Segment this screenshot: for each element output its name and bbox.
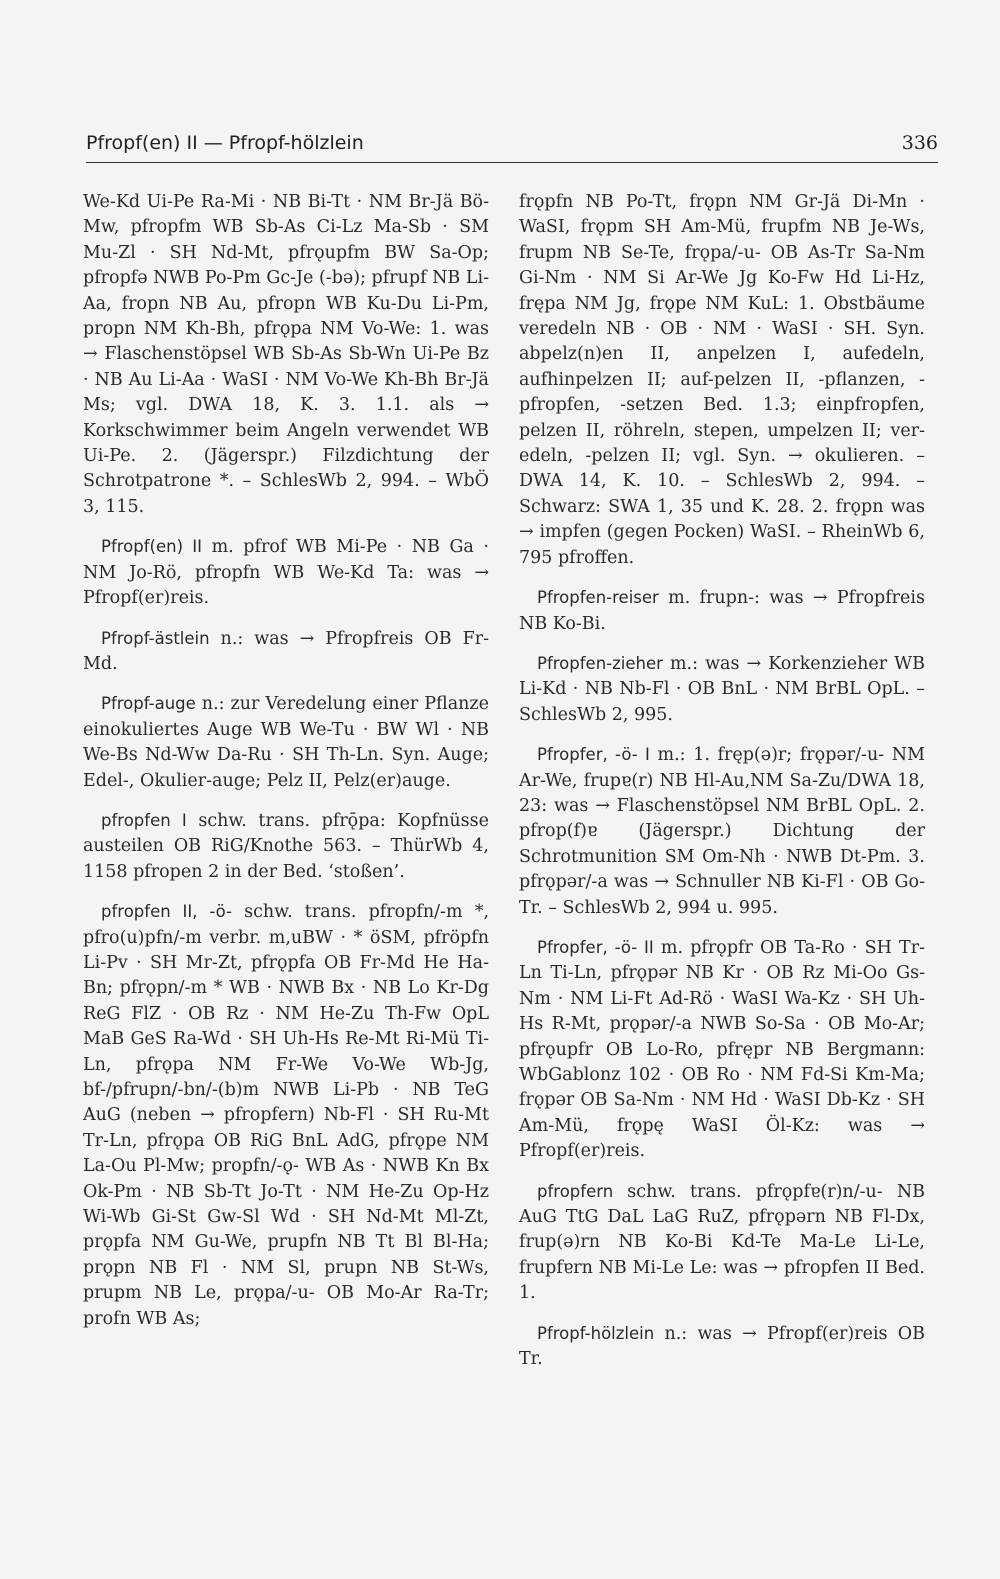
dictionary-entry: pfropfen II, -ö- schw. trans. pfropfn/-m *, pfro(u)pfn/-m verbr. m,uBW · * öSM, pfröpfn Li-Pv · SH Mr-Zt, pfrǫpfa OB Fr-Md He Ha-Bn; pfrǫpn/-m * WB · NWB Bx · NB Lo Kr-Dg ReG FlZ · OB Rz · NM He-Zu Th-Fw OpL MaB GeS Ra-Wd · SH Uh-Hs Re-Mt Ri-Mü Ti-Ln, pfrǫpa NM Fr-We Vo-We Wb-Jg, bf-/pfrupn/-bn/-(b)m NWB Li-Pb · NB TeG AuG (neben → pfropfern) Nb-Fl · SH Ru-Mt Tr-Ln, pfrǫpa OB RiG BnL AdG, pfrǫpe NM La-Ou Pl-Mw; propfn/-ǫ- WB As · NWB Kn Bx Ok-Pm · NB Sb-Tt Jo-Tt · NM He-Zu Op-Hz Wi-Wb Gi-St Gw-Sl Wd · SH Nd-Mt Ml-Zt, prǫpfa NM Gu-We, prupfn NB Tt Bl Bl-Ha; prǫpn NB Fl · NM Sl, prupn NB St-Ws, prupm NB Le, prǫpa/-u- OB Mo-Ar Ra-Tr; profn WB As; [83, 902, 490, 1329]
dictionary-entry: Pfropf(en) II m. pfrof WB Mi-Pe · NB Ga · NM Jo-Rö, pfropfn WB We-Kd Ta: was → Pfropf(er)reis. [83, 537, 489, 609]
dictionary-entry: Pfropf-auge n.: zur Veredelung einer Pflanze einokuliertes Auge WB We-Tu · BW Wl · NB We-Bs Nd-Ww Da-Ru · SH Th-Ln. Syn. Auge; Edel-, Okulier-auge; Pelz II, Pelz(er)auge. [83, 694, 489, 791]
entry-lemma: Pfropfer, -ö- I [537, 745, 650, 765]
entry-lemma: Pfropf-auge [101, 694, 196, 714]
entry-lemma: Pfropfen-zieher [537, 653, 663, 673]
dictionary-entry: Pfropfen-zieher m.: was → Korkenzieher WB Li-Kd · NB Nb-Fl · OB BnL · NM BrBL OpL. – SchlesWb 2, 995. [519, 653, 925, 725]
dictionary-entry: frǫpfn NB Po-Tt, frǫpn NM Gr-Jä Di-Mn · WaSI, frǫpm SH Am-Mü, frupfm NB Je-Ws, frupm NB Se-Te, frǫpa/-u- OB As-Tr Sa-Nm Gi-Nm · NM Si Ar-We Jg Ko-Fw Hd Li-Hz, frępa NM Jg, frǫpe NM KuL: 1. Obstbäume veredeln NB · OB · NM · WaSI · SH. Syn. abpelz(n)en II, anpelzen I, aufedeln, aufhinpelzen II; auf-pelzen II, -pflanzen, -pfropfen, -setzen Bed. 1.3; einpfropfen, pelzen II, röhreln, stepen, umpelzen II; ver-edeln, -pelzen II; vgl. Syn. → okulieren. – DWA 14, K. 10. – SchlesWb 2, 994. – Schwarz: SWA 1, 35 und K. 28. 2. frǫpn was → impfen (gegen Pocken) WaSI. – RheinWb 6, 795 pfroffen. [519, 192, 925, 568]
entry-lemma: Pfropfer, -ö- II [537, 937, 654, 957]
entry-lemma: Pfropfen-reiser [537, 588, 659, 608]
right-column [519, 190, 925, 1386]
dictionary-entry: Pfropf-ästlein n.: was → Pfropfreis OB Fr-Md. [83, 628, 489, 674]
dictionary-entry: We-Kd Ui-Pe Ra-Mi · NB Bi-Tt · NM Br-Jä Bö-Mw, pfropfm WB Sb-As Ci-Lz Ma-Sb · SM Mu-Zl · SH Nd-Mt, pfrǫupfm BW Sa-Op; pfropfə NWB Po-Pm Gc-Je (-bə); pfrupf NB Li-Aa, fropn NB Au, pfropn WB Ku-Du Li-Pm, propn NM Kh-Bh, pfrǫpa NM Vo-We: 1. was → Flaschenstöpsel WB Sb-As Sb-Wn Ui-Pe Bz · NB Au Li-Aa · WaSI · NM Vo-We Kh-Bh Br-Jä Ms; vgl. DWA 18, K. 3. 1.1. als → Korkschwimmer beim Angeln verwendet WB Ui-Pe. 2. (Jägerspr.) Filzdichtung der Schrotpatrone *. – SchlesWb 2, 994. – WbÖ 3, 115. [83, 192, 489, 517]
dictionary-entry: Pfropfer, -ö- II m. pfrǫpfr OB Ta-Ro · SH Tr-Ln Ti-Ln, pfrǫpər NB Kr · OB Rz Mi-Oo Gs-Nm · NM Li-Ft Ad-Rö · WaSI Wa-Kz · SH Uh-Hs R-Mt, prǫpər/-a NWB So-Sa · OB Mo-Ar; pfrǫupfr OB Lo-Ro, pfrępr NB Bergmann: WbGablonz 102 · OB Ro · NM Fd-Si Km-Ma; frǫpər OB Sa-Nm · NM Hd · WaSI Db-Kz · SH Am-Mü, frǫpę WaSI Öl-Kz: was → Pfropf(er)reis. [519, 937, 925, 1162]
left-column [83, 190, 489, 1346]
dictionary-entry: pfropfern schw. trans. pfrǫpfɐ(r)n/-u- NB AuG TtG DaL LaG RuZ, pfrǫpərn NB Fl-Dx, frup(ə)rn NB Ko-Bi Kd-Te Ma-Le Li-Le, frupfɐrn NB Mi-Le Le: was → pfropfen II Bed. 1. [519, 1181, 925, 1304]
running-head: Pfropf(en) II — Pfropf-hölzlein [86, 132, 364, 154]
dictionary-entry: Pfropfer, -ö- I m.: 1. fręp(ə)r; frǫpər/-u- NM Ar-We, frupɐ(r) NB Hl-Au,NM Sa-Zu/DWA 18, 23: was → Flaschenstöpsel NM BrBL OpL. 2. pfrop(f)ɐ (Jägerspr.) Dichtung der Schrotmunition SM Om-Nh · NWB Dt-Pm. 3. pfrǫpər/-a was → Schnuller NB Ki-Fl · OB Go-Tr. – SchlesWb 2, 994 u. 995. [519, 745, 925, 918]
dictionary-entry: pfropfen I schw. trans. pfrǭpa: Kopfnüsse austeilen OB RiG/Knothe 563. – ThürWb 4, 1158 pfropen 2 in der Bed. ‘stoßen’. [83, 810, 489, 882]
page-number: 336 [901, 132, 938, 154]
entry-lemma: pfropfen I [101, 810, 187, 830]
entry-lemma: Pfropf-ästlein [101, 628, 210, 648]
page-header [86, 130, 938, 163]
entry-lemma: Pfropf-hölzlein [537, 1323, 655, 1343]
entry-lemma: pfropfern [537, 1181, 614, 1201]
dictionary-entry: Pfropf-hölzlein n.: was → Pfropf(er)reis OB Tr. [519, 1323, 925, 1370]
dictionary-entry: Pfropfen-reiser m. frupn-: was → Pfropfreis NB Ko-Bi. [519, 588, 925, 634]
entry-lemma: Pfropf(en) II [101, 537, 203, 557]
entry-lemma: pfropfen II, -ö- [101, 902, 232, 922]
